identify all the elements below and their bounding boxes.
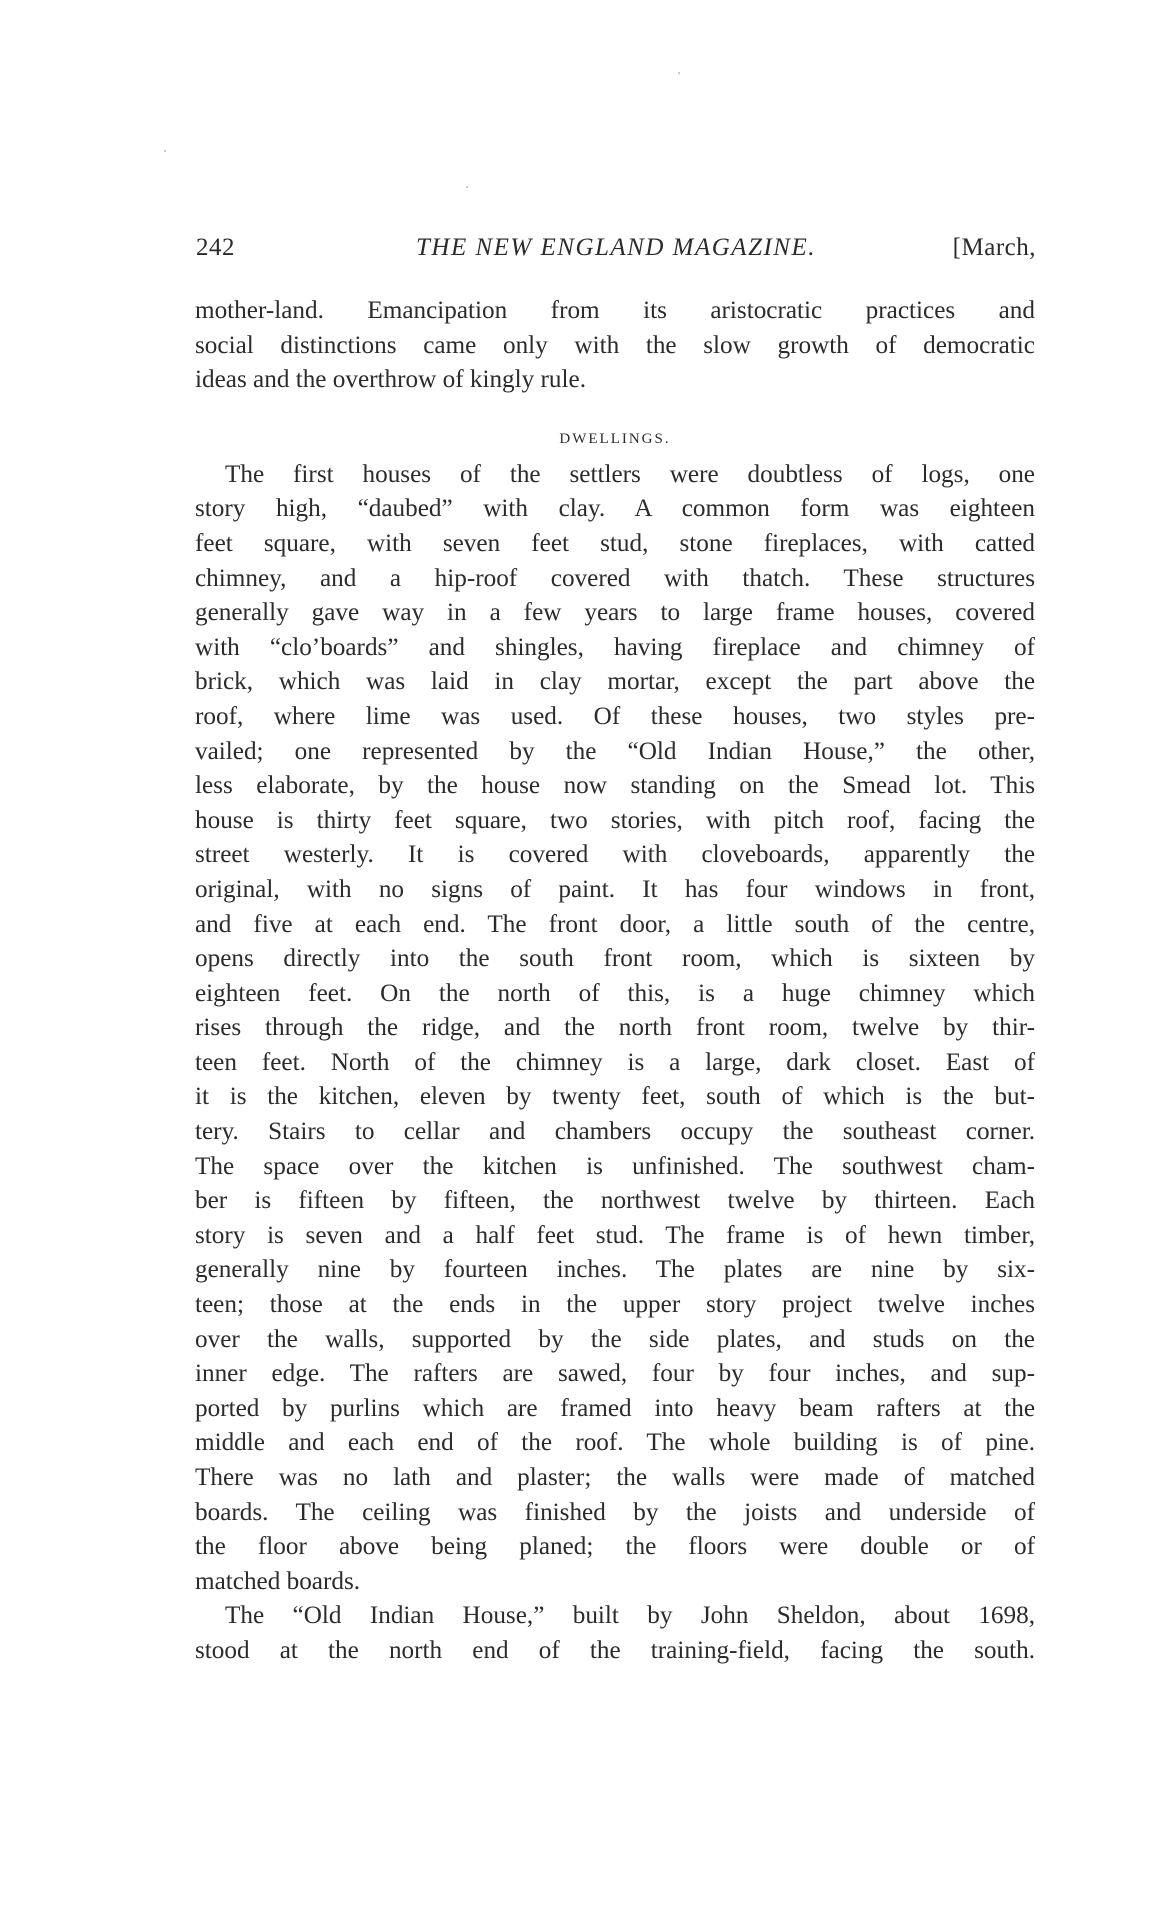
text-line: There was no lath and plaster; the walls were made of matched <box>195 1464 1035 1491</box>
text-line: social distinctions came only with the slow growth of democratic <box>195 331 1035 359</box>
text-line: ideas and the overthrow of kingly rule. <box>195 366 586 394</box>
running-head <box>196 234 1036 274</box>
text-line: teen; those at the ends in the upper story project twelve inches <box>195 1291 1035 1319</box>
text-line: opens directly into the south front room, which is sixteen by <box>195 945 1035 973</box>
text-line: over the walls, supported by the side plates, and studs on the <box>195 1325 1035 1353</box>
text-line: rises through the ridge, and the north front room, twelve by thir- <box>195 1014 1035 1042</box>
text-line: generally nine by fourteen inches. The plates are nine by six- <box>195 1256 1035 1284</box>
text-line: The first houses of the settlers were doubtless of logs, one <box>225 460 1035 488</box>
text-line: roof, where lime was used. Of these houses, two styles pre- <box>195 702 1035 730</box>
text-line: ber is fifteen by fifteen, the northwest twelve by thirteen. Each <box>195 1187 1035 1215</box>
text-line: original, with no signs of paint. It has four windows in front, <box>195 875 1035 903</box>
text-line: less elaborate, by the house now standing on the Smead lot. This <box>195 772 1035 800</box>
text-line: vailed; one represented by the “Old Indian House,” the other, <box>195 737 1035 765</box>
text-line: and five at each end. The front door, a little south of the centre, <box>195 910 1035 938</box>
text-line: it is the kitchen, eleven by twenty feet, south of which is the but- <box>195 1083 1035 1111</box>
text-line: with “clo’boards” and shingles, having fireplace and chimney of <box>195 633 1035 661</box>
text-line: matched boards. <box>195 1567 361 1595</box>
text-line: inner edge. The rafters are sawed, four by four inches, and sup- <box>195 1360 1035 1388</box>
text-line: mother-land. Emancipation from its aristocratic practices and <box>195 297 1035 324</box>
text-line: The “Old Indian House,” built by John Sheldon, about 1698, <box>225 1602 1035 1630</box>
paragraph-dwellings-2 <box>195 1599 1035 1668</box>
text-line: the floor above being planed; the floors were double or of <box>195 1533 1035 1561</box>
text-line: teen feet. North of the chimney is a large, dark closet. East of <box>195 1048 1035 1076</box>
text-line: tery. Stairs to cellar and chambers occupy the southeast corner. <box>195 1118 1035 1146</box>
text-line: eighteen feet. On the north of this, is a huge chimney which <box>195 979 1035 1007</box>
scan-speck <box>164 150 166 152</box>
text-line: feet square, with seven feet stud, stone fireplaces, with catted <box>195 529 1035 557</box>
page-number: 242 <box>196 234 235 261</box>
section-heading: DWELLINGS. <box>559 430 671 447</box>
text-line: street westerly. It is covered with cloveboards, apparently the <box>195 841 1035 869</box>
paragraph-continuation <box>195 294 1035 398</box>
scan-speck <box>466 186 468 188</box>
text-line: generally gave way in a few years to large frame houses, covered <box>195 599 1035 627</box>
text-line: stood at the north end of the training-field, facing the south. <box>195 1636 1035 1664</box>
text-line: story is seven and a half feet stud. The frame is of hewn timber, <box>195 1221 1035 1249</box>
text-line: chimney, and a hip-roof covered with thatch. These structures <box>195 564 1035 592</box>
paragraph-dwellings-1 <box>195 458 1035 1600</box>
scan-speck <box>678 72 680 74</box>
text-line: boards. The ceiling was finished by the joists and underside of <box>195 1498 1035 1526</box>
text-line: story high, “daubed” with clay. A common form was eighteen <box>195 495 1035 523</box>
article-body <box>195 294 1035 1669</box>
issue-month: [March, <box>952 234 1036 261</box>
text-line: The space over the kitchen is unfinished. The southwest cham- <box>195 1152 1035 1180</box>
magazine-title: THE NEW ENGLAND MAGAZINE. <box>416 234 816 261</box>
text-line: middle and each end of the roof. The whole building is of pine. <box>195 1429 1035 1457</box>
text-line: house is thirty feet square, two stories, with pitch roof, facing the <box>195 806 1035 834</box>
text-line: ported by purlins which are framed into heavy beam rafters at the <box>195 1394 1035 1422</box>
text-line: brick, which was laid in clay mortar, except the part above the <box>195 668 1035 696</box>
